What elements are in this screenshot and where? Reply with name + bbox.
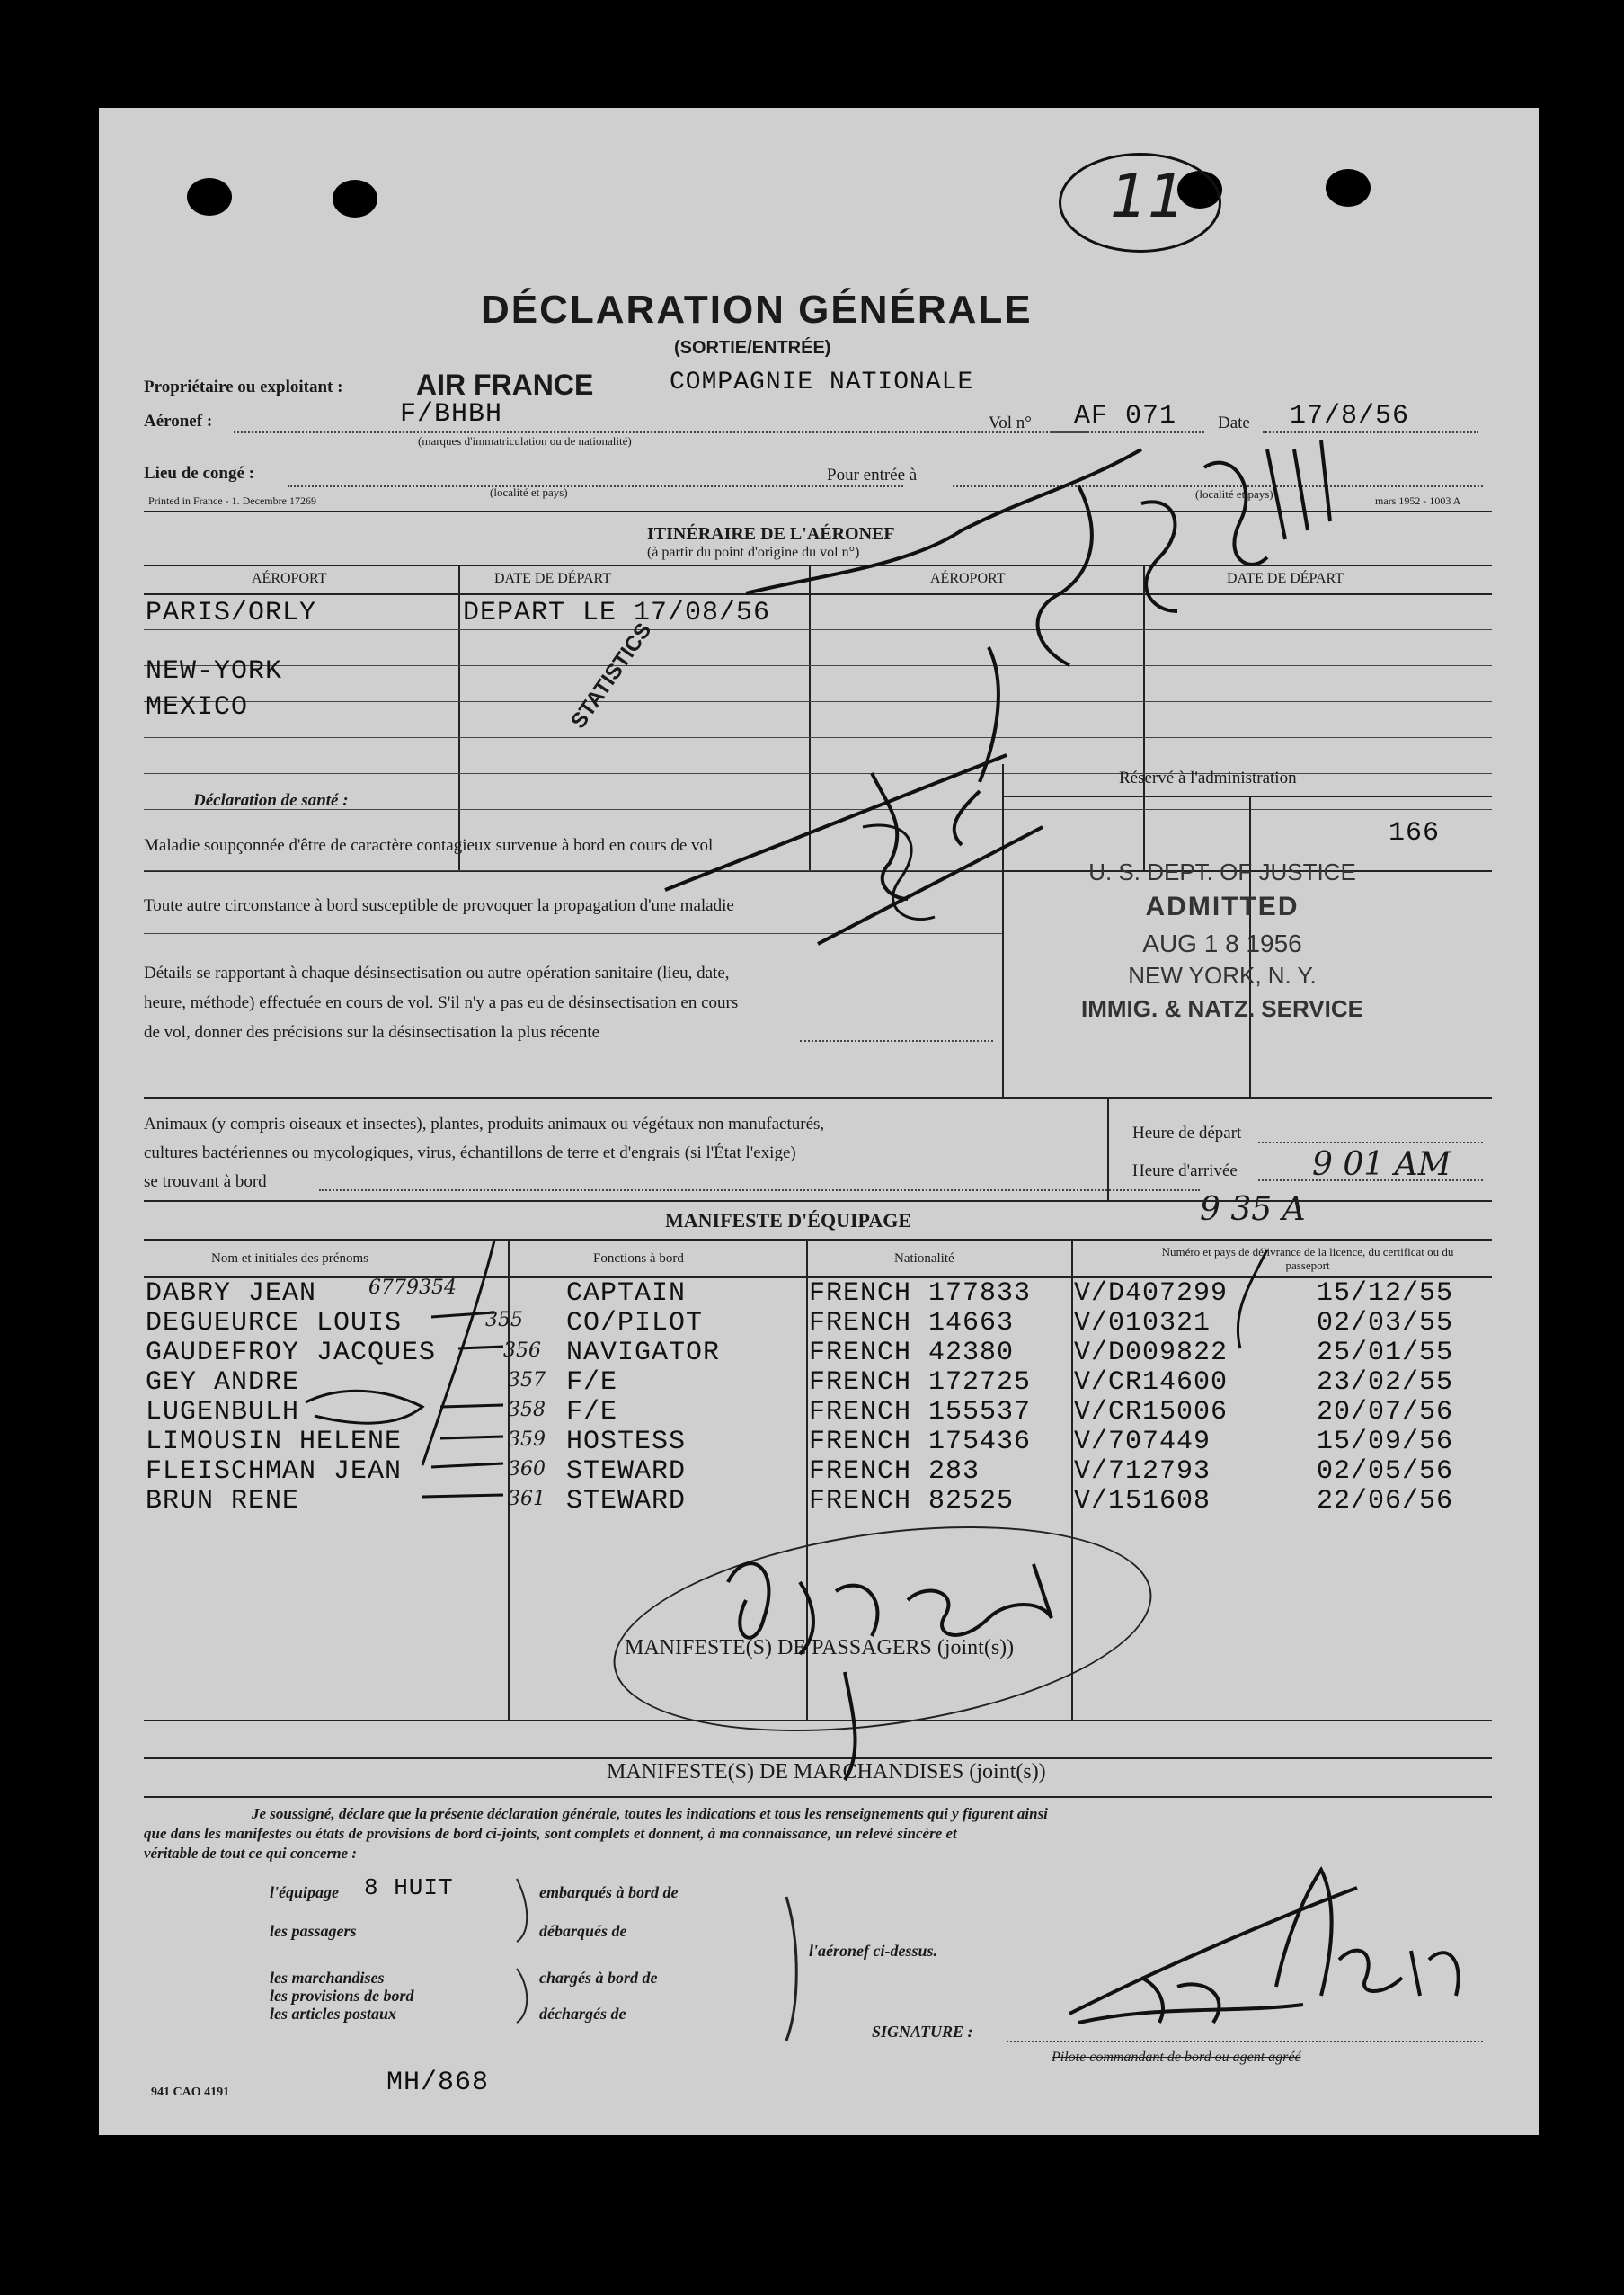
crew-function: NAVIGATOR: [566, 1338, 721, 1368]
page-title: DÉCLARATION GÉNÉRALE: [481, 288, 1033, 332]
handwritten-signature: [1276, 1870, 1459, 1996]
handwritten-scribble: [1204, 463, 1267, 565]
margin-number: 360: [508, 1458, 546, 1481]
declaration-line-2: que dans les manifestes ou états de provisions de bord ci-joints, sont complets et donnent, à ma connaissance, un relevé sincère et: [144, 1825, 957, 1842]
crew-nationality: FRENCH 283: [809, 1456, 981, 1487]
crew-licence: V/010321: [1074, 1308, 1211, 1339]
aircraft-reference: l'aéronef ci-dessus.: [809, 1942, 937, 1960]
declaration-form-sheet: [99, 108, 1539, 2135]
crew-licence-date: 25/01/55: [1317, 1338, 1454, 1368]
crew-licence: V/D009822: [1074, 1338, 1229, 1368]
admin-reserved-label: Réservé à l'administration: [1119, 769, 1297, 787]
mail-label: les articles postaux: [270, 2005, 397, 2023]
crew-nationality: FRENCH 155537: [809, 1397, 1032, 1428]
declaration-line-1: Je soussigné, déclare que la présente déclaration générale, toutes les indications et tous les renseignements qui y figurent ainsi: [252, 1805, 1048, 1822]
aircraft-caption: (marques d'immatriculation ou de nationalité): [418, 434, 632, 448]
crew-name: GAUDEFROY JACQUES: [146, 1338, 437, 1368]
cargo-manifest-label: MANIFESTE(S) DE MARCHANDISES (joint(s)): [607, 1760, 1046, 1784]
crew-header-licence: Numéro et pays de délivrance de la licence, du certificat ou du passeport: [1161, 1245, 1454, 1272]
crew-header-name: Nom et initiales des prénoms: [211, 1251, 368, 1266]
crew-function: CO/PILOT: [566, 1308, 704, 1339]
arrival-time-label: Heure d'arrivée: [1132, 1161, 1238, 1180]
punch-hole: [187, 178, 232, 216]
crew-count-label: l'équipage: [270, 1883, 339, 1901]
crew-licence: V/CR15006: [1074, 1397, 1229, 1428]
crew-name: LIMOUSIN HELENE: [146, 1427, 403, 1457]
punch-hole: [333, 180, 377, 218]
signature-caption: Pilote commandant de bord ou agent agréé: [1052, 2050, 1301, 2065]
crew-licence: V/712793: [1074, 1456, 1211, 1487]
crew-name: DABRY JEAN: [146, 1278, 317, 1309]
crew-function: STEWARD: [566, 1486, 687, 1517]
page-number: 11: [1110, 162, 1185, 231]
bracket: [517, 1879, 527, 2023]
provisions-label: les provisions de bord: [270, 1987, 414, 2005]
animals-line-3: se trouvant à bord: [144, 1172, 267, 1191]
handwritten-scribble: [306, 1391, 422, 1423]
crew-licence-date: 15/09/56: [1317, 1427, 1454, 1457]
entry-label: Pour entrée à: [827, 466, 918, 485]
health-propagation: Toute autre circonstance à bord susceptible de provoquer la propagation d'une maladie: [144, 896, 734, 915]
admin-number: 166: [1389, 818, 1441, 849]
crew-licence: V/D407299: [1074, 1278, 1229, 1309]
flight-label: Vol n°: [989, 414, 1032, 432]
crew-manifest-title: MANIFESTE D'ÉQUIPAGE: [665, 1209, 912, 1232]
immigration-admitted-stamp: U. S. DEPT. OF JUSTICE ADMITTED AUG 1 8 1956 NEW YORK, N. Y. IMMIG. & NATZ. SERVICE: [1081, 858, 1363, 1022]
itinerary-departure: DEPART LE 17/08/56: [463, 598, 771, 628]
disembarked-label: débarqués de: [539, 1922, 627, 1940]
crew-nationality: FRENCH 175436: [809, 1427, 1032, 1457]
handwritten-scribble: [1038, 485, 1092, 665]
crew-licence-date: 02/05/56: [1317, 1456, 1454, 1487]
health-disinsection-1: Détails se rapportant à chaque désinsectisation ou autre opération sanitaire (lieu, date,: [144, 964, 730, 983]
crew-licence-date: 15/12/55: [1317, 1278, 1454, 1309]
crew-function: STEWARD: [566, 1456, 687, 1487]
unloaded-label: déchargés de: [539, 2005, 626, 2023]
crew-name: LUGENBULH: [146, 1397, 300, 1428]
date-label: Date: [1218, 414, 1250, 432]
health-contagious: Maladie soupçonnée d'être de caractère contagieux survenue à bord en cours de vol: [144, 836, 714, 855]
margin-number: 359: [508, 1428, 546, 1451]
departure-time-label: Heure de départ: [1132, 1124, 1242, 1143]
crew-nationality: FRENCH 14663: [809, 1308, 1015, 1339]
handwritten-scribble: [1267, 440, 1330, 539]
crew-function: CAPTAIN: [566, 1278, 687, 1309]
arrival-time-handwritten-2: 9 35 A: [1200, 1191, 1306, 1228]
crew-header-function: Fonctions à bord: [593, 1251, 684, 1266]
printer-note-right: mars 1952 - 1003 A: [1375, 494, 1461, 507]
page-subtitle: (SORTIE/ENTRÉE): [674, 338, 831, 358]
crew-nationality: FRENCH 82525: [809, 1486, 1015, 1517]
crew-licence: V/707449: [1074, 1427, 1211, 1457]
itinerary-header-airport: AÉROPORT: [252, 571, 327, 586]
crew-header-nationality: Nationalité: [894, 1251, 954, 1266]
crew-licence-date: 20/07/56: [1317, 1397, 1454, 1428]
margin-number: 357: [508, 1369, 546, 1392]
handwritten-scribble: [863, 825, 935, 920]
operator-name: AIR FRANCE: [416, 369, 594, 401]
clearance-caption: (localité et pays): [490, 485, 568, 499]
crew-function: F/E: [566, 1367, 618, 1398]
itinerary-airport-stop: NEW-YORK: [146, 656, 283, 687]
declaration-line-3: véritable de tout ce qui concerne :: [144, 1845, 358, 1862]
passengers-count-label: les passagers: [270, 1922, 357, 1940]
handwritten-signature: [1069, 1888, 1357, 2023]
crew-nationality: FRENCH 172725: [809, 1367, 1032, 1398]
health-title: Déclaration de santé :: [193, 791, 349, 810]
clearance-label: Lieu de congé :: [144, 464, 254, 483]
crew-licence-date: 23/02/55: [1317, 1367, 1454, 1398]
margin-number: 6779354: [368, 1276, 457, 1299]
handwritten-scribble: [954, 647, 998, 845]
itinerary-title: ITINÉRAIRE DE L'AÉRONEF: [647, 524, 895, 544]
itinerary-airport-destination: MEXICO: [146, 692, 249, 723]
crew-licence: V/151608: [1074, 1486, 1211, 1517]
itinerary-subtitle: (à partir du point d'origine du vol n°): [647, 545, 860, 560]
passengers-manifest-label: MANIFESTE(S) DE PASSAGERS (joint(s)): [625, 1636, 1015, 1659]
crew-nationality: FRENCH 42380: [809, 1338, 1015, 1368]
itinerary-header-airport-2: AÉROPORT: [930, 571, 1006, 586]
aircraft-label: Aéronef :: [144, 412, 213, 431]
crew-name: FLEISCHMAN JEAN: [146, 1456, 403, 1487]
operator-label: Propriétaire ou exploitant :: [144, 378, 343, 396]
itinerary-header-date: DATE DE DÉPART: [494, 571, 612, 586]
embarked-label: embarqués à bord de: [539, 1883, 679, 1901]
margin-number: 361: [508, 1488, 546, 1510]
entry-caption: (localité et pays): [1195, 487, 1273, 501]
punch-hole: [1326, 169, 1371, 207]
crew-licence-date: 02/03/55: [1317, 1308, 1454, 1339]
crew-function: F/E: [566, 1397, 618, 1428]
crew-name: BRUN RENE: [146, 1486, 300, 1517]
margin-number: 356: [503, 1339, 541, 1362]
crew-nationality: FRENCH 177833: [809, 1278, 1032, 1309]
arrival-time-handwritten: 9 01 AM: [1312, 1146, 1451, 1183]
health-disinsection-3: de vol, donner des précisions sur la désinsectisation la plus récente: [144, 1023, 600, 1042]
animals-line-1: Animaux (y compris oiseaux et insectes), plantes, produits animaux ou végétaux non manufacturés,: [144, 1115, 825, 1134]
statistics-stamp: STATISTICS: [566, 618, 657, 734]
margin-number: 358: [508, 1399, 546, 1421]
goods-label: les marchandises: [270, 1969, 385, 1987]
crew-name: DEGUEURCE LOUIS: [146, 1308, 403, 1339]
crew-name: GEY ANDRE: [146, 1367, 300, 1398]
crew-function: HOSTESS: [566, 1427, 687, 1457]
operator-typed: COMPAGNIE NATIONALE: [670, 369, 974, 396]
handwritten-scribble: [872, 773, 908, 899]
reference-number: MH/868: [386, 2068, 490, 2098]
crew-count-value: 8 HUIT: [364, 1874, 454, 1901]
itinerary-header-date-2: DATE DE DÉPART: [1227, 571, 1344, 586]
flight-date: 17/8/56: [1290, 401, 1410, 431]
loaded-label: chargés à bord de: [539, 1969, 658, 1987]
margin-number: 355: [485, 1309, 523, 1331]
flight-number: AF 071: [1074, 401, 1177, 431]
printer-note-left: Printed in France - 1. Decembre 17269: [148, 494, 316, 507]
aircraft-registration: F/BHBH: [400, 399, 503, 430]
animals-line-2: cultures bactériennes ou mycologiques, virus, échantillons de terre et d'engrais (si l'État l'exige): [144, 1143, 796, 1162]
signature-label: SIGNATURE :: [872, 2023, 973, 2041]
form-code: 941 CAO 4191: [151, 2086, 230, 2099]
crew-licence: V/CR14600: [1074, 1367, 1229, 1398]
passengers-oval: [600, 1496, 1165, 1762]
health-disinsection-2: heure, méthode) effectuée en cours de vol. S'il n'y a pas eu de désinsectisation en cours: [144, 993, 739, 1012]
handwritten-strike: [818, 827, 1043, 944]
crew-licence-date: 22/06/56: [1317, 1486, 1454, 1517]
bracket: [786, 1897, 796, 2041]
itinerary-airport-origin: PARIS/ORLY: [146, 598, 317, 628]
